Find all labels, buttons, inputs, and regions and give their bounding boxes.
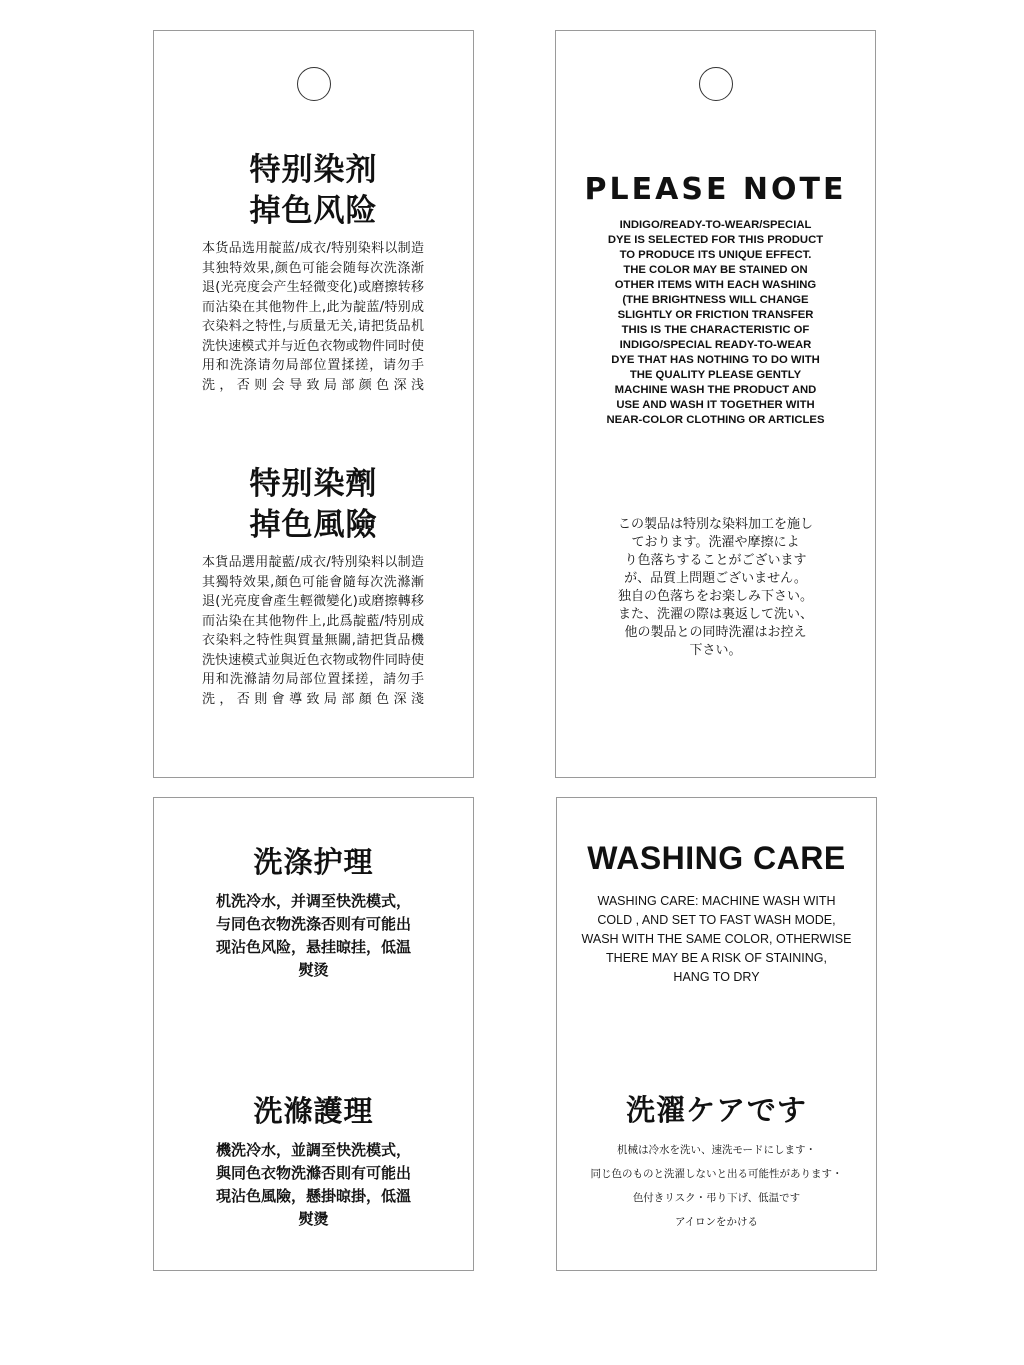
simplified-care-title: 洗涤护理 <box>253 845 374 879</box>
hang-hole <box>699 67 733 101</box>
simplified-care-body: 机洗冷水，并调至快洗模式， 与同色衣物洗涤否则有可能出 现沾色风险，悬挂晾挂，低温 熨烫 <box>215 892 411 979</box>
traditional-title: 特别染劑 掉色風險 <box>249 466 378 543</box>
traditional-care-body: 機洗冷水，並調至快洗模式， 與同色衣物洗滌否則有可能出 現沾色風險，懸掛晾掛，低溫 熨燙 <box>215 1141 411 1228</box>
dye-notice-tag-english-japanese <box>555 30 876 778</box>
dye-notice-tag-chinese <box>153 30 474 778</box>
please-note-title: PLEASE NOTE <box>584 172 847 207</box>
traditional-care-title: 洗滌護理 <box>253 1094 374 1128</box>
simplified-body: 本货品选用靛蓝/成衣/特别染料以制造其独特效果,颜色可能会随每次洗涤渐退(光亮度会产生轻微变化)或磨擦转移而沾染在其他物件上,此为靛蓝/特别成衣染料之特性,与质量无关,请把货品机洗快速模式并与近色衣物或物件同时使用和洗涤请勿局部位置揉搓，请勿手洗，否则会导致局部颜色深浅 <box>202 241 424 393</box>
english-body: INDIGO/READY-TO-WEAR/SPECIAL DYE IS SELECTED FOR THIS PRODUCT TO PRODUCE ITS UNIQUE EFFECT. THE COLOR MAY BE STAINED ON OTHER ITEMS WITH EACH WASHING (THE BRIGHTNESS WILL CHANGE SLIGHTLY OR FRICTION TRANSFER THIS IS THE CHARACTERISTIC OF INDIGO/SPECIAL READY-TO-WEAR DYE THAT HAS NOTHING TO DO WITH THE QUALITY PLEASE GENTLY MACHINE WASH THE PRODUCT AND USE AND WASH IT TOGETHER WITH NEAR-COLOR CLOTHING OR ARTICLES <box>606 219 825 426</box>
japanese-body: この製品は特別な染料加工を施し ております。洗濯や摩擦によ り色落ちすることがございます が、品質上問題ございません。 独自の色落ちをお楽しみ下さい。 また、洗濯の際は裏返して洗い、 他の製品との同時洗濯はお控え 下さい。 <box>617 517 813 658</box>
traditional-body: 本貨品選用靛藍/成衣/特別染料以制造其獨特效果,顏色可能會隨每次洗滌漸退(光亮度會產生輕微變化)或磨擦轉移而沾染在其他物件上,此爲靛藍/特別成衣染料之特性與質量無關,請把貨品機洗快速模式並與近色衣物或物件同時使用和洗滌請勿局部位置揉搓，請勿手洗，否則會導致局部顏色深淺 <box>202 555 424 707</box>
japanese-care-body: 机械は冷水を洗い、速洗モードにします・ 同じ色のものと洗濯しないと出る可能性があります・ 色付きリスク・弔り下げ、低温です アイロンをかける <box>590 1144 843 1228</box>
washing-care-tag-english-japanese <box>556 797 877 1271</box>
english-care-body: WASHING CARE: MACHINE WASH WITH COLD , AND SET TO FAST WASH MODE, WASH WITH THE SAME COLOR, OTHERWISE THERE MAY BE A RISK OF STAINING, HANG TO DRY <box>581 894 852 984</box>
hang-hole <box>297 67 331 101</box>
japanese-care-title: 洗濯ケアです <box>626 1093 807 1127</box>
simplified-title: 特别染剂 掉色风险 <box>249 152 378 229</box>
washing-care-title: WASHING CARE <box>587 840 846 876</box>
washing-care-tag-chinese <box>153 797 474 1271</box>
